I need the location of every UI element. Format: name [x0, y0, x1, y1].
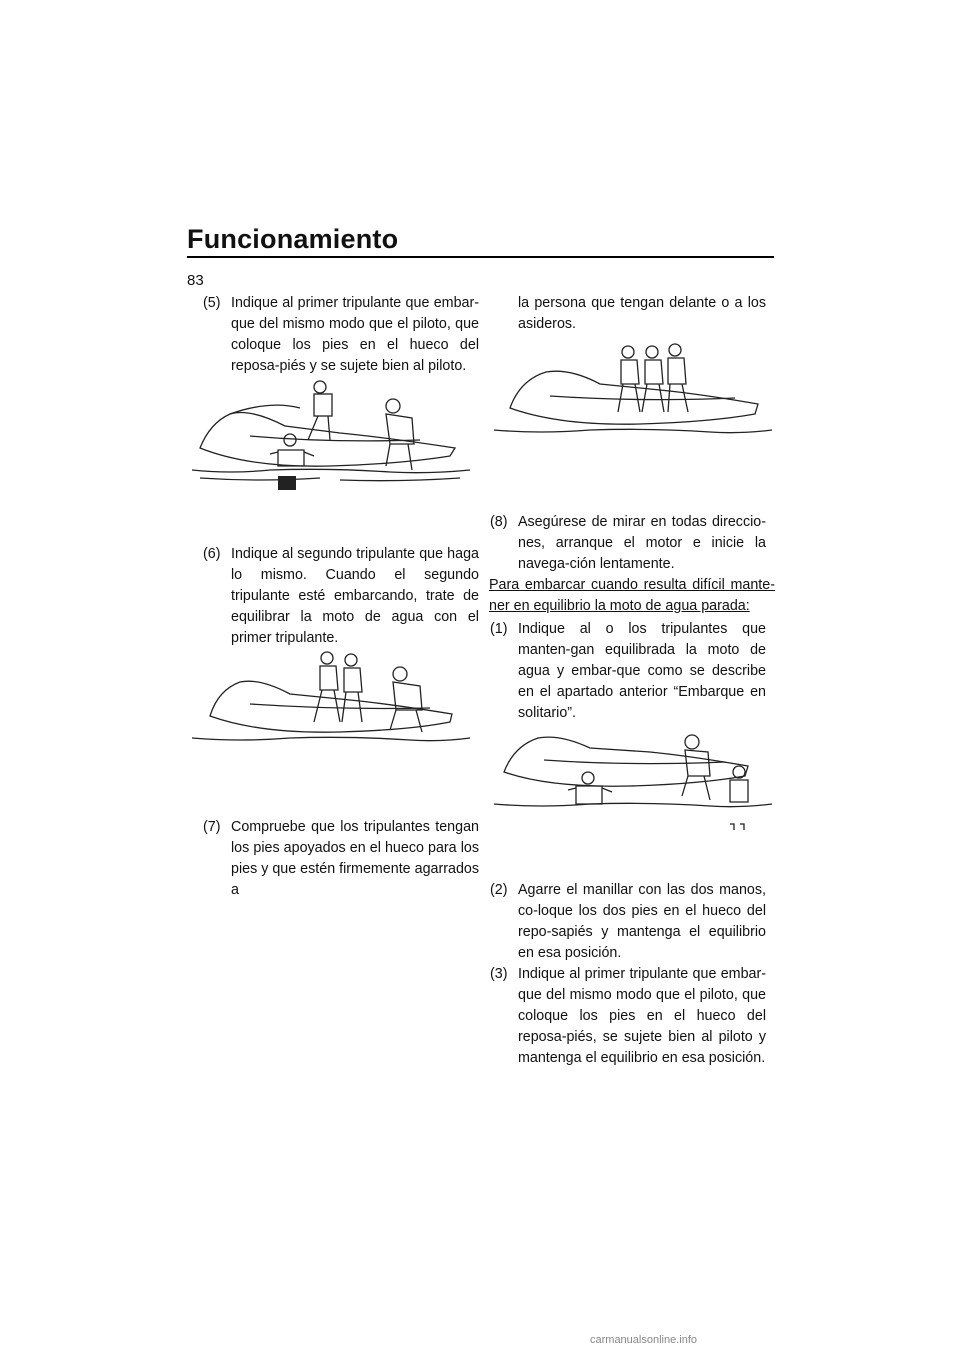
step-text: Indique al primer tripulante que embar-que del mismo modo que el piloto, que coloque los pies en el hueco del reposa-piés, se sujete bien al piloto y mantenga el equilibrio en esa posición. — [518, 966, 766, 1066]
fig-boarding-first-passenger — [190, 378, 475, 496]
fig-boarding-second-passenger — [190, 648, 475, 748]
step-text: Indique al primer tripulante que embar-que del mismo modo que el piloto, que coloque los pies en el hueco del reposa-piés y se sujete bien al piloto. — [231, 295, 479, 374]
watermark-text: carmanualsonline.info — [590, 1334, 698, 1346]
right-step-3 — [490, 964, 766, 1069]
step-number: (7) — [203, 819, 221, 835]
step-text: Asegúrese de mirar en todas direccio-nes, arranque el motor e inicie la navega-ción lentamente. — [518, 514, 766, 572]
step-number: (8) — [490, 514, 508, 530]
right-step-7-continued — [490, 293, 766, 335]
right-step-1 — [490, 619, 766, 724]
step-number: (5) — [203, 295, 221, 311]
left-step-6 — [203, 544, 479, 649]
title-rule — [187, 256, 774, 258]
step-text: la persona que tengan delante o a los asideros. — [518, 295, 766, 332]
step-text: Agarre el manillar con las dos manos, co-loque los dos pies en el hueco del repo-sapiés y mantenga el equilibrio en esa posición. — [518, 882, 766, 961]
left-step-7 — [203, 817, 479, 901]
step-text: Indique al o los tripulantes que manten-gan equilibrada la moto de agua y embar-que como se describe en el apartado anterior “Embarque en solitario”. — [518, 621, 766, 721]
page-number: 83 — [187, 272, 204, 289]
step-number: (6) — [203, 546, 221, 562]
step-number: (2) — [490, 882, 508, 898]
step-number: (3) — [490, 966, 508, 982]
page-title: Funcionamiento — [187, 224, 399, 254]
right-step-2 — [490, 880, 766, 964]
fig-three-riders-seated — [490, 340, 775, 440]
left-step-5 — [203, 293, 479, 377]
step-text: Indique al segundo tripulante que haga lo mismo. Cuando el segundo tripulante esté embarcando, trate de equilibrar la moto de agua con el primer tripulante. — [231, 546, 479, 646]
step-number: (1) — [490, 621, 508, 637]
step-text: Compruebe que los tripulantes tengan los pies apoyados en el hueco para los pies y que estén firmemente agarrados a — [231, 819, 479, 898]
section-subheading: Para embarcar cuando resulta difícil mante-ner en equilibrio la moto de agua parada: — [489, 577, 775, 614]
fig-boarding-difficult-balance — [490, 730, 775, 836]
right-subheading-block — [489, 575, 775, 617]
right-step-8 — [490, 512, 766, 575]
